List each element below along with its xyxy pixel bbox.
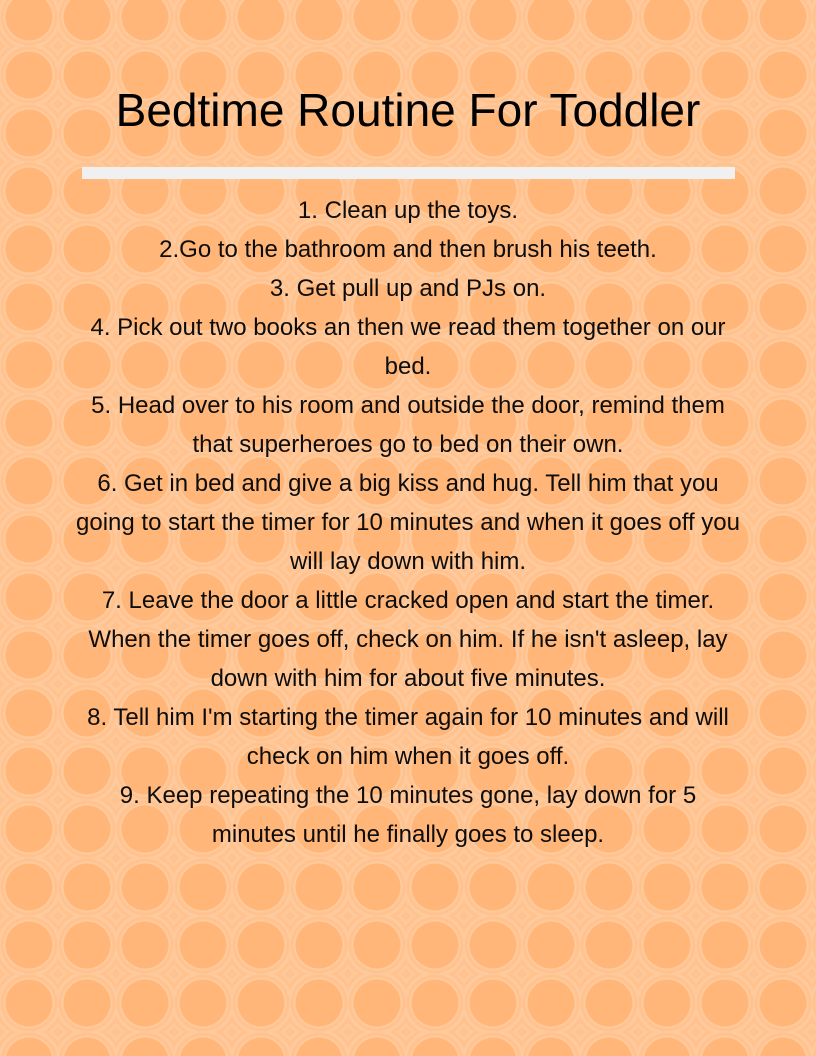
- steps-list: [76, 191, 740, 854]
- title-divider: [82, 167, 735, 179]
- step-item: 1. Clean up the toys.: [297, 197, 519, 224]
- step-item: 8. Tell him I'm starting the timer again for 10 minutes and will check on him when it goes off.: [87, 704, 729, 770]
- step-item: 2.Go to the bathroom and then brush his teeth.: [159, 236, 657, 263]
- document-title: Bedtime Routine For Toddler: [115, 84, 701, 136]
- step-item: 7. Leave the door a little cracked open and start the timer. When the timer goes off, check on him. If he isn't asleep, lay down with him for about five minutes.: [88, 587, 728, 692]
- step-item: 3. Get pull up and PJs on.: [269, 275, 547, 302]
- step-item: 5. Head over to his room and outside the door, remind them that superheroes go to bed on their own.: [91, 392, 725, 458]
- step-item: 9. Keep repeating the 10 minutes gone, lay down for 5 minutes until he finally goes to sleep.: [119, 782, 697, 848]
- step-item: 6. Get in bed and give a big kiss and hug. Tell him that you going to start the timer for 10 minutes and when it goes off you will lay down with him.: [76, 470, 740, 575]
- step-item: 4. Pick out two books an then we read them together on our bed.: [90, 314, 726, 380]
